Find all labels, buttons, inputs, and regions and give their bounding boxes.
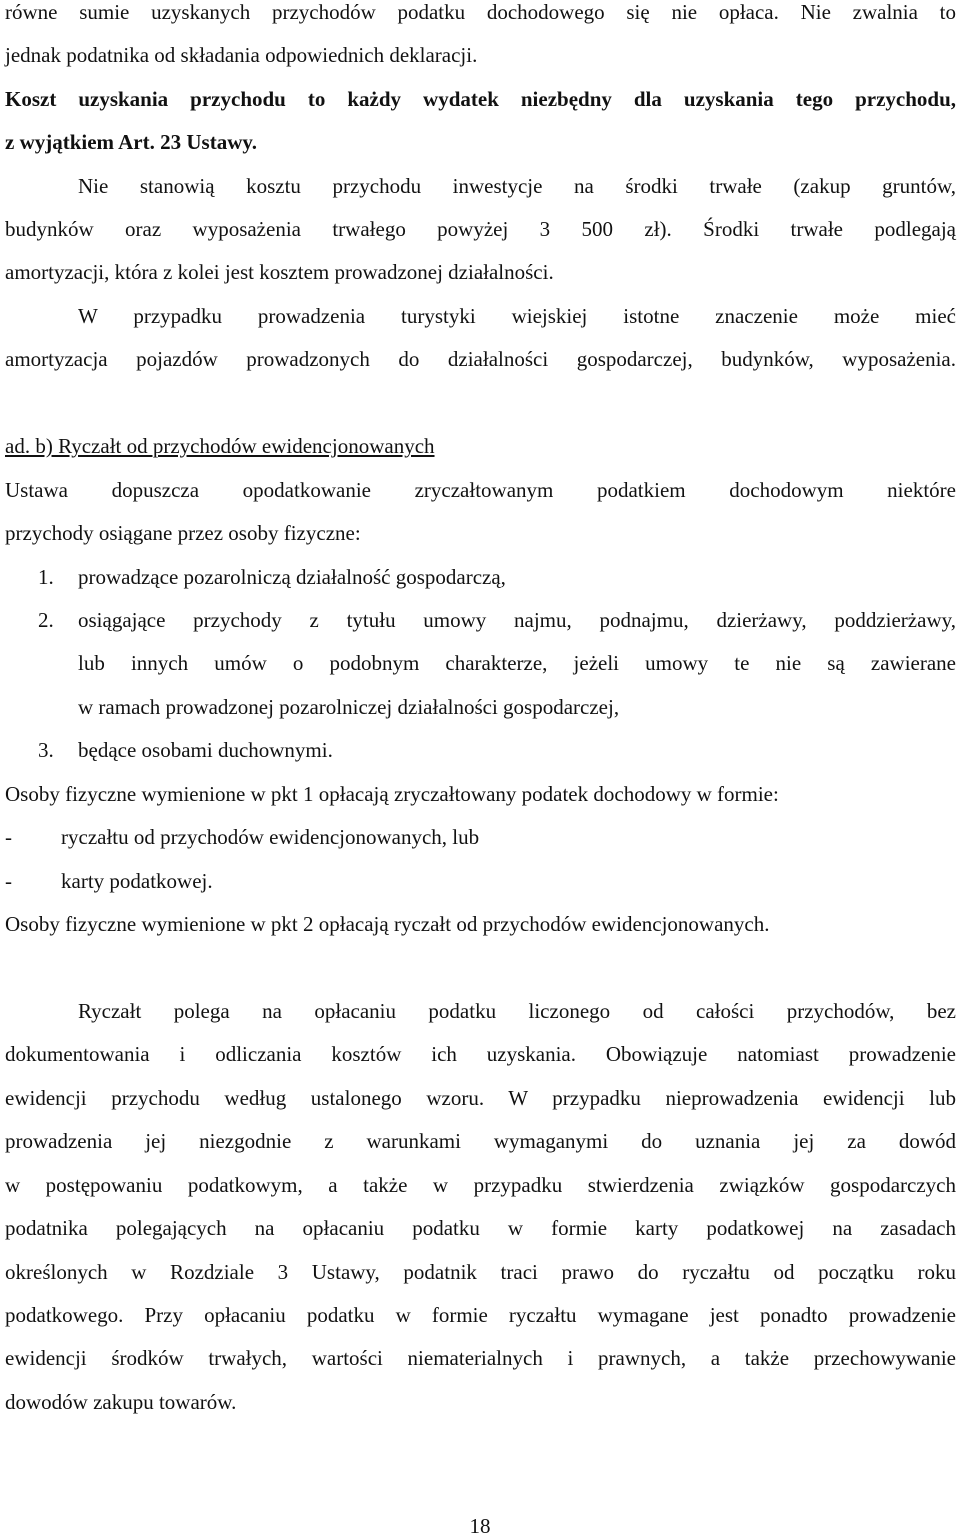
list-number: 1. <box>38 565 54 589</box>
paragraph-line: podatkowego. Przy opłacaniu podatku w formie ryczałtu wymagane jest ponadto prowadzenie <box>5 1303 956 1327</box>
paragraph-line: jednak podatnika od składania odpowiednich deklaracji. <box>5 43 478 67</box>
paragraph-line: podatnika polegających na opłacaniu podatku w formie karty podatkowej na zasadach <box>5 1216 956 1240</box>
paragraph-line: Osoby fizyczne wymienione w pkt 1 opłacają zryczałtowany podatek dochodowy w formie: <box>5 782 779 806</box>
dash-bullet: - <box>5 869 12 893</box>
paragraph-line: określonych w Rozdziale 3 Ustawy, podatnik traci prawo do ryczałtu od początku roku <box>5 1260 956 1284</box>
paragraph-line: dokumentowania i odliczania kosztów ich uzyskania. Obowiązuje natomiast prowadzenie <box>5 1042 956 1066</box>
list-item-text: ryczałtu od przychodów ewidencjonowanych, lub <box>61 825 480 849</box>
definition-line: z wyjątkiem Art. 23 Ustawy. <box>5 130 257 154</box>
list-item-text: lub innych umów o podobnym charakterze, jeżeli umowy te nie są zawierane <box>78 651 956 675</box>
page-number: 18 <box>469 1514 491 1538</box>
section-heading: ad. b) Ryczałt od przychodów ewidencjonowanych <box>5 434 435 458</box>
list-item-text: będące osobami duchownymi. <box>78 738 333 762</box>
paragraph-line: Nie stanowią kosztu przychodu inwestycje na środki trwałe (zakup gruntów, <box>78 174 956 198</box>
list-number: 3. <box>38 738 54 762</box>
intro-line: przychody osiągane przez osoby fizyczne: <box>5 521 361 545</box>
list-number: 2. <box>38 608 54 632</box>
paragraph-line: dowodów zakupu towarów. <box>5 1390 237 1414</box>
paragraph-line: równe sumie uzyskanych przychodów podatku dochodowego się nie opłaca. Nie zwalnia to <box>5 0 956 24</box>
list-item-text: w ramach prowadzonej pozarolniczej działalności gospodarczej, <box>78 695 620 719</box>
dash-bullet: - <box>5 825 12 849</box>
paragraph-line: ewidencji przychodu według ustalonego wzoru. W przypadku nieprowadzenia ewidencji lub <box>5 1086 956 1110</box>
paragraph-line: Ryczałt polega na opłacaniu podatku liczonego od całości przychodów, bez <box>78 999 956 1023</box>
paragraph-line: prowadzenia jej niezgodnie z warunkami wymaganymi do uznania jej za dowód <box>5 1129 956 1153</box>
list-item-text: osiągające przychody z tytułu umowy najmu, podnajmu, dzierżawy, poddzierżawy, <box>78 608 956 632</box>
list-item-text: prowadzące pozarolniczą działalność gospodarczą, <box>78 565 506 589</box>
paragraph-line: Osoby fizyczne wymienione w pkt 2 opłacają ryczałt od przychodów ewidencjonowanych. <box>5 912 770 936</box>
list-item-text: karty podatkowej. <box>61 869 213 893</box>
paragraph-line: amortyzacja pojazdów prowadzonych do działalności gospodarczej, budynków, wyposażenia. <box>5 347 956 371</box>
intro-line: Ustawa dopuszcza opodatkowanie zryczałtowanym podatkiem dochodowym niektóre <box>5 478 956 502</box>
paragraph-line: amortyzacji, która z kolei jest kosztem prowadzonej działalności. <box>5 260 554 284</box>
paragraph-line: ewidencji środków trwałych, wartości niematerialnych i prawnych, a także przechowywanie <box>5 1346 956 1370</box>
paragraph-line: budynków oraz wyposażenia trwałego powyżej 3 500 zł). Środki trwałe podlegają <box>5 217 956 241</box>
paragraph-line: w postępowaniu podatkowym, a także w przypadku stwierdzenia związków gospodarczych <box>5 1173 956 1197</box>
definition-line: Koszt uzyskania przychodu to każdy wydatek niezbędny dla uzyskania tego przychodu, <box>5 87 956 111</box>
paragraph-line: W przypadku prowadzenia turystyki wiejskiej istotne znaczenie może mieć <box>78 304 956 328</box>
